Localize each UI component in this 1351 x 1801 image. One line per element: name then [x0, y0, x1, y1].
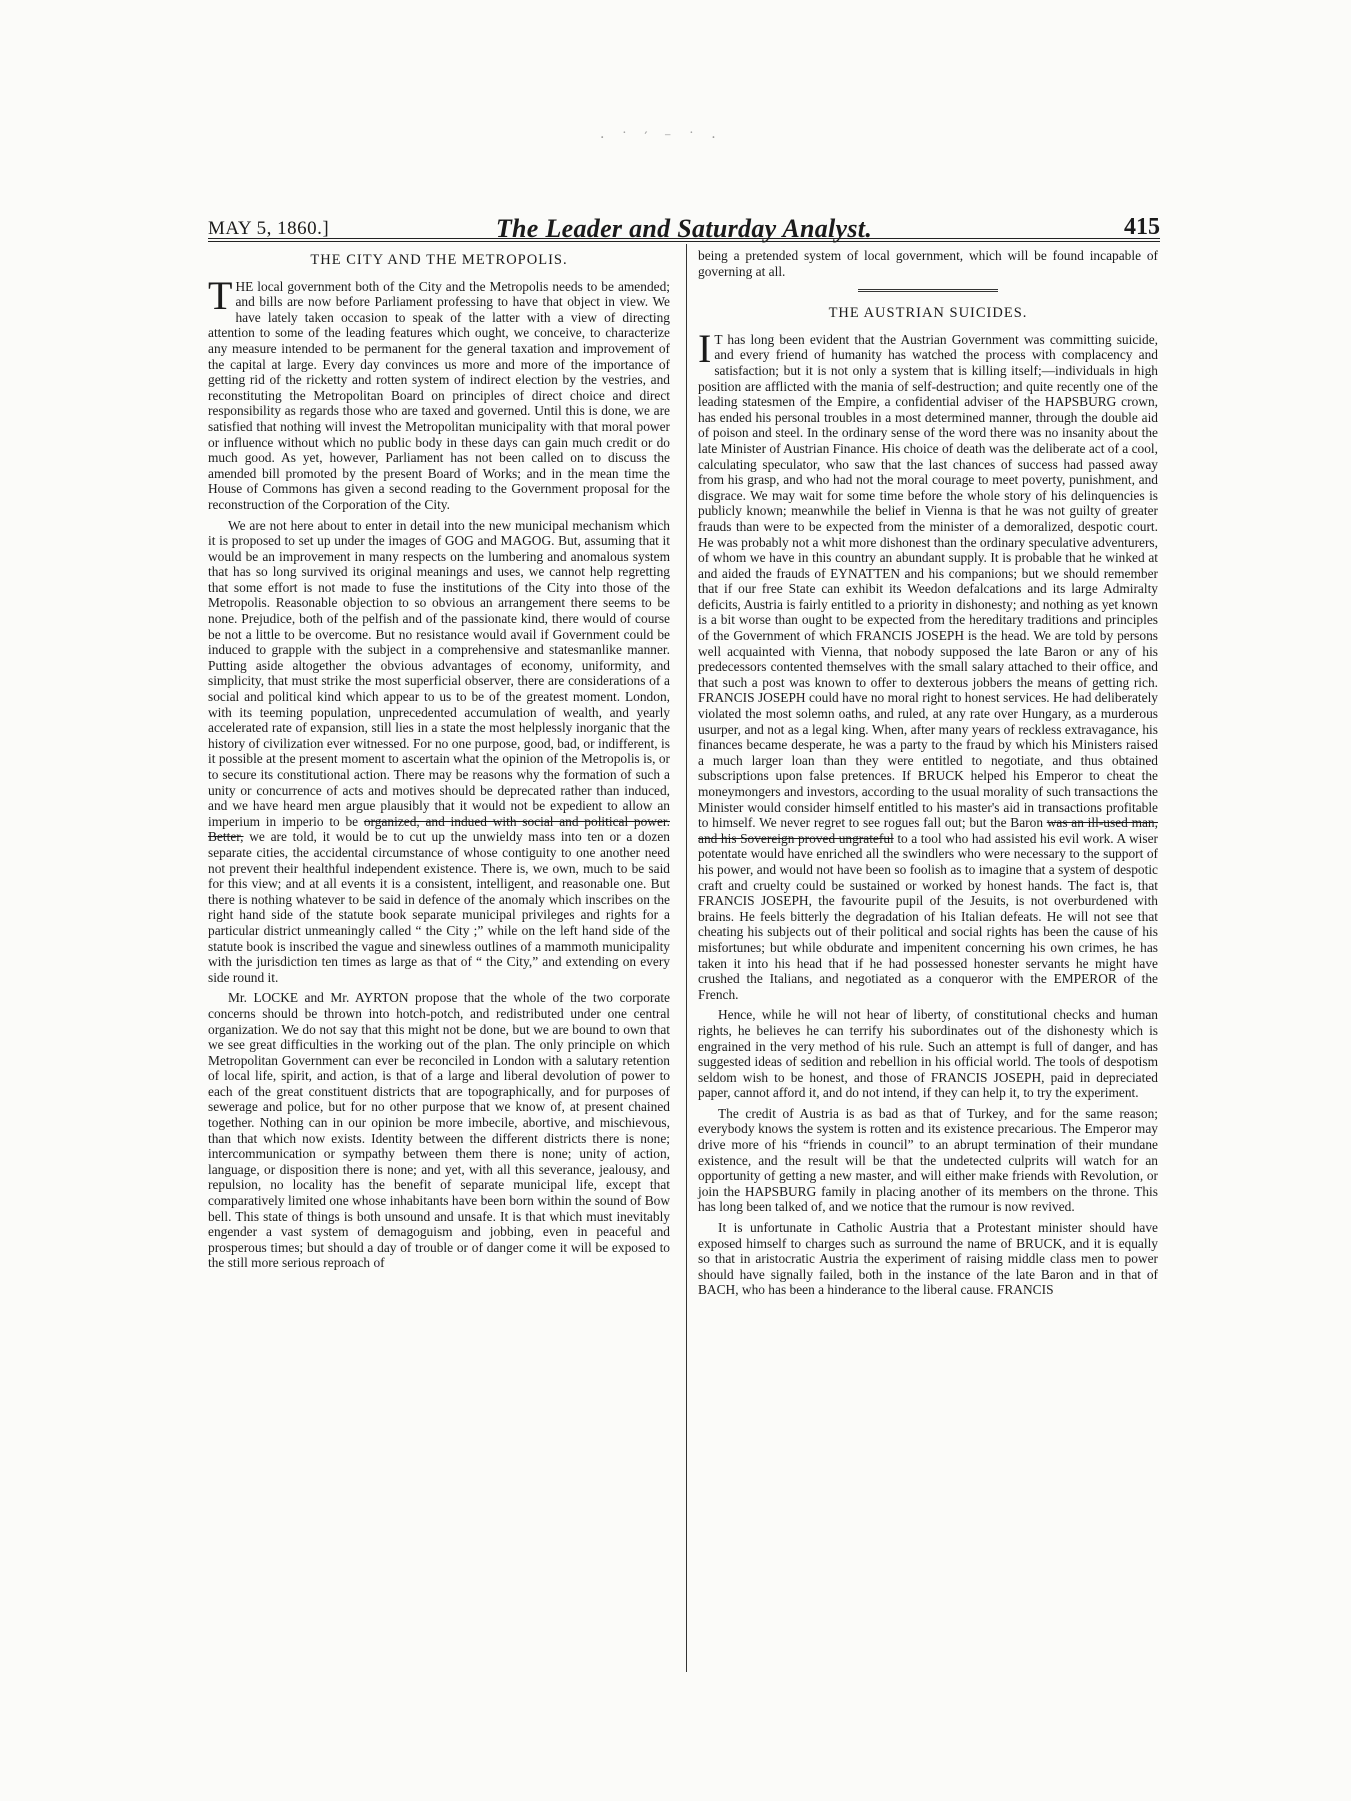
masthead-rule-thin [208, 241, 1160, 242]
masthead-rule [208, 238, 1160, 239]
article-heading: THE AUSTRIAN SUICIDES. [828, 305, 1028, 322]
article-paragraph [208, 990, 670, 1271]
masthead [208, 214, 1160, 248]
issue-date: MAY 5, 1860.] [208, 218, 330, 239]
article-paragraph [698, 1220, 1158, 1298]
article-paragraph [698, 325, 1158, 1003]
article-paragraph [208, 518, 670, 986]
section-divider [858, 289, 998, 298]
paragraph-text: we are told, it would be to cut up the unwieldy mass into ten or a dozen separate cities, the accidental circumstance of whose contiguity to one another need not prevent their healthful independent existence. There is, we own, much to be said for this view; and at all events it is a consistent, intelligent, and reasonable one. But there is nothing whatever to be said in defence of the anomaly which inscribes on the right hand side of the statute book separate municipal privileges and rights for a particular district unmeaningly called “ the City ;” while on the left hand side of the statute book is inscribed the vague and sinewless outlines of a mammoth municipality with the jurisdiction ten times as large as that of “ the City,” and extending on every side round it. [208, 829, 670, 985]
article-paragraph [208, 272, 670, 513]
paragraph-text: Hence, while he will not hear of liberty, of constitutional checks and human rights, he believes he can terrify his subordinates out of the dishonesty which is engrained in the very method of his rule. Such an attempt is full of danger, and has suggested ideas of sedition and rebellion in his official world. The tools of despotism seldom wish to be honest, and those of FRANCIS JOSEPH, paid in depreciated paper, cannot afford it, and do not intend, if they can help it, to try the experiment. [698, 1007, 1158, 1101]
article-heading: THE CITY AND THE METROPOLIS. [310, 252, 568, 268]
paragraph-text: Mr. LOCKE and Mr. AYRTON propose that the whole of the two corporate concerns should be thrown into hotch-potch, and redistributed under one central organization. We do not say that this might not be done, but we are bound to own that we see great difficulties in the working out of the plan. The only principle on which Metropolitan Government can ever be reconciled in London with a salutary retention of local life, spirit, and action, is that of a large and liberal devolution of power to each of the great constituent districts that are topographically, and for purposes of sewerage and police, but for no other purpose that we know of, at present chained together. Nothing can in our opinion be more imbecile, abortive, and mischievous, than that which now exists. Identity between the different districts there is none; intercommunication or sympathy between them there is none; unity of action, language, or disposition there is none; and yet, with all this severance, jealousy, and repulsion, no locality has the benefit of separate municipal life, except that comparatively limited one whose inhabitants have been born within the sound of Bow bell. This state of things is both unsound and unsafe. It is that which must inevitably engender a vast system of demagoguism and jobbing, even in peaceful and prosperous times; but should a day of trouble or of danger come it will be exposed to the still more serious reproach of [208, 990, 670, 1271]
article-paragraph [698, 1106, 1158, 1215]
paragraph-text: HE local government both of the City and the Metropolis needs to be amended; and bills are now before Parliament professing to have that object in view. We have lately taken occasion to speak of the latter with a view of directing attention to some of the leading features which ought, we conceive, to characterize any measure intended to be permanent for the general taxation and improvement of the capital at large. Every day convinces us more and more of the importance of getting rid of the ricketty and rotten system of indirect election by the vestries, and reconstituting the Metropolitan Board on principles of direct choice and direct responsibility as regards those who are taxed and governed. Until this is done, we are satisfied that nothing will invest the Metropolitan municipality with that moral power or influence without which no public body in these days can gain much credit or do much good. As yet, however, Parliament has not been called on to discuss the amended bill promoted by the present Board of Works; and in the mean time the House of Commons has given a second reading to the Government proposal for the reconstruction of the Corporation of the City. [208, 278, 670, 512]
publication-title: The Leader and Saturday Analyst. [495, 214, 873, 243]
paragraph-text: to a tool who had assisted his evil work. A wiser potentate would have enriched all the swindlers who were necessary to the support of his power, and would not have been so foolish as to imagine that a system of despotic craft and cruelty could be sustained or worked by honest hands. The fact is, that FRANCIS JOSEPH, the favourite pupil of the Jesuits, is not overburdened with brains. He feels bitterly the degradation of his Italian defeats. He will not see that cheating his subjects out of their political and social rights has been the cause of his misfortunes; but while obdurate and impenitent concerning his own crimes, he has taken it into his head that if he had possessed honester servants he might have crushed the Italians, and negotiated as a conqueror with the EMPEROR of the French. [698, 830, 1158, 1002]
paragraph-text: It is unfortunate in Catholic Austria that a Protestant minister should have exposed himself to charges such as surround the name of BRUCK, and it is equally so that in aristocratic Austria the experiment of raising middle class men to power should have signally failed, both in the instance of the late Baron and in that of BACH, who has been a hinderance to the liberal cause. FRANCIS [698, 1220, 1158, 1298]
paper-speckle: · ˙ ′ ⁻ ˙ · [600, 130, 722, 146]
drop-cap: T [208, 272, 233, 318]
continued-paragraph [698, 248, 1158, 279]
paragraph-text: being a pretended system of local government, which will be found incapable of governing at all. [698, 248, 1158, 279]
paragraph-text: T has long been evident that the Austrian Government was committing suicide, and every friend of humanity has watched the process with complacency and satisfaction; but it is not only a system that is killing itself;—individuals in high position are afflicted with the mania of self-destruction; and quite recently one of the leading statesmen of the Empire, a confidential adviser of the HAPSBURG crown, has ended his personal troubles in a most determined manner, through the double aid of poison and steel. In the ordinary sense of the word there was no insanity about the late Minister of Austrian Finance. His choice of death was the deliberate act of a cool, calculating speculator, who saw that the last chances of success had passed away from his grasp, and who had not the moral courage to meet poverty, punishment, and disgrace. We may wait for some time before the whole story of his delinquencies is publicly known; meanwhile the belief in Vienna is that he was not guilty of greater frauds than were to be expected from the minister of a demoralized, despotic court. He was probably not a whit more dishonest than the ordinary speculative adventurers, of whom we have in this country an abundant supply. It is probable that he winked at and aided the frauds of EYNATTEN and his companions; but we should remember that if our free State can exhibit its Weedon defalcations and its large Admiralty deficits, Austria is fairly entitled to a priority in dishonesty; and nothing as yet known is a bit worse than ought to be expected from the hereditary traditions and principles of the Government of which FRANCIS JOSEPH is the head. We are told by persons well acquainted with Vienna, that nobody supposed the late Baron or any of his predecessors contented themselves with the small salary attached to their office, and that such a post was known to offer to dexterous jobbers the means of getting rich. FRANCIS JOSEPH could have no moral right to honest services. He had deliberately violated the most solemn oaths, and ruled, at any rate over Hungary, as a murderous usurper, and not as a legal king. When, after many years of reckless extravagance, his finances became desperate, he was a party to the fraud by which his Ministers raised a much larger loan than they were entitled to negotiate, and thus obtained subscriptions upon false pretences. If BRUCK helped his Emperor to cheat the moneymongers and investors, according to the usual morality of such transactions the Minister would consider himself entitled to his master's aid in transactions profitable to himself. We never regret to see rogues fall out; but the Baron [698, 331, 1158, 831]
struck-line: organized, and indued with social and political power. Better, [208, 813, 670, 845]
paragraph-text: The credit of Austria is as bad as that of Turkey, and for the same reason; everybody knows the system is rotten and its existence precarious. The Emperor may drive more of his “friends in council” to an abrupt termination of their mundane existence, and the result will be that the undetected culprits will watch for an opportunity of getting a new master, and will either make friends with Revolution, or join the HAPSBURG family in placing another of its members on the throne. This has long been talked of, and we notice that the rumour is now revived. [698, 1105, 1158, 1215]
struck-line: was an ill-used man, and his Sovereign proved ungrateful [698, 815, 1158, 846]
column-divider [686, 244, 687, 1672]
paragraph-text: We are not here about to enter in detail into the new municipal mechanism which it is proposed to set up under the images of GOG and MAGOG. But, assuming that it would be an improvement in many respects on the lumbering and anomalous system that has so long survived its original meanings and uses, we cannot help regretting that some effort is not made to fuse the institutions of the City into those of the Metropolis. Reasonable objection to so obvious an arrangement there seems to be none. Prejudice, both of the pelfish and of the passionate kind, there would of course be not a little to be overcome. But no resistance would avail if Government could be induced to grapple with the subject in a comprehensive and statesmanlike manner. Putting aside altogether the obvious advantages of economy, uniformity, and simplicity, that must strike the most superficial observer, there are considerations of a social and political kind which appear to us to be of the greatest moment. London, with its teeming population, unprecedented accumulation of wealth, and yearly accelerated rate of expansion, still lies in a state the most helplessly inorganic that the history of civilization ever witnessed. For no one purpose, good, bad, or indifferent, is it possible at the present moment to ascertain what the opinion of the Metropolis is, or to secure its constitutional action. There may be reasons why the formation of such a unity or concurrence of acts and motives should be deprecated rather than induced, and we have heard men argue plausibly that it would not be expedient to allow an imperium in imperio to be [208, 517, 670, 829]
article-austrian-suicides [698, 248, 1158, 1303]
article-city-metropolis [208, 248, 670, 1276]
drop-cap: I [698, 325, 712, 371]
article-paragraph [698, 1007, 1158, 1101]
page-number: 415 [1124, 214, 1160, 240]
